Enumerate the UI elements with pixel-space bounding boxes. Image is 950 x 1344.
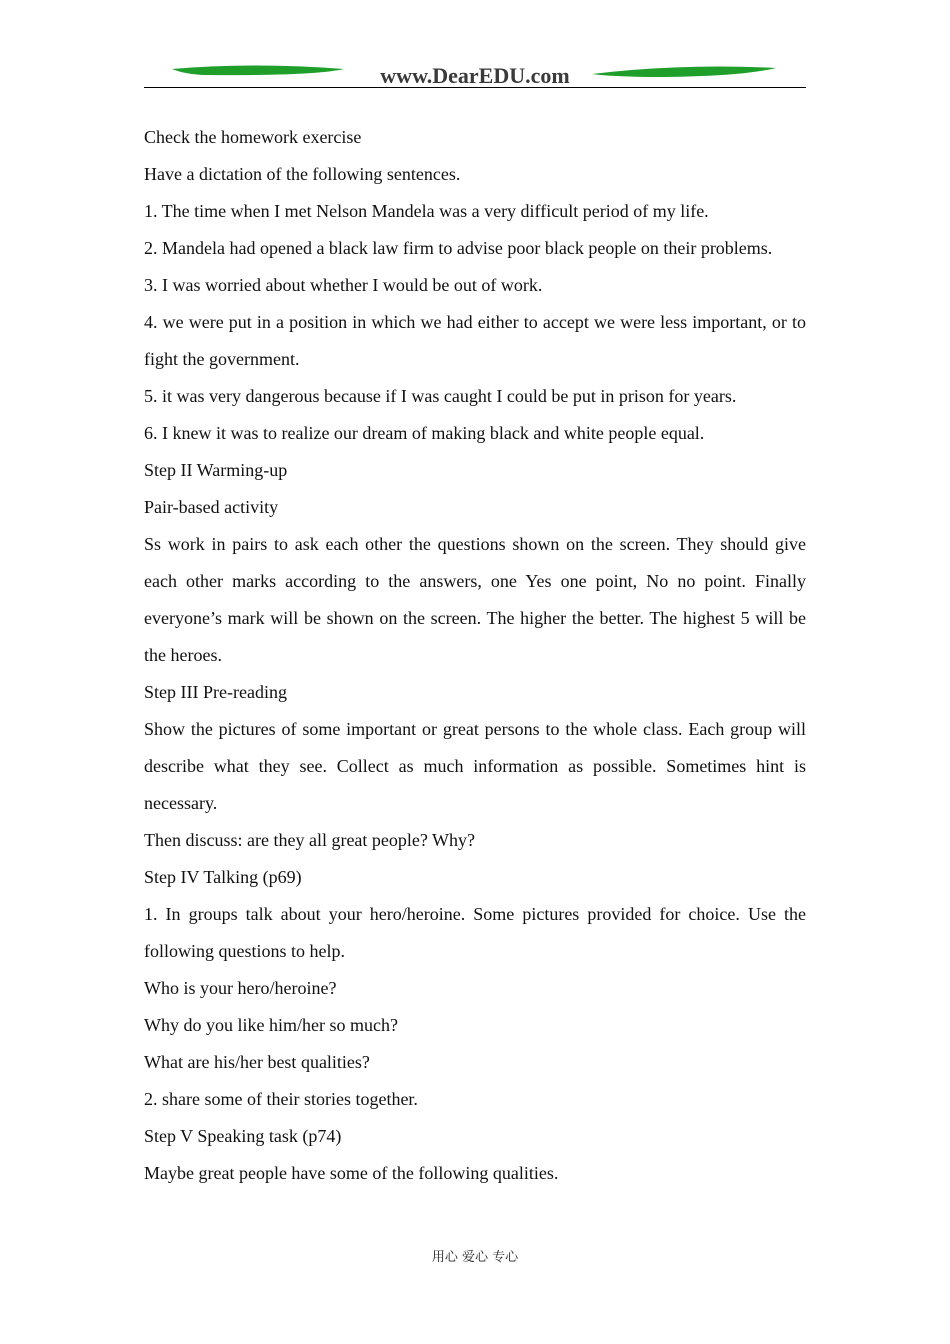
- right-swoosh-icon: [592, 66, 776, 77]
- paragraph: Have a dictation of the following sentences.: [144, 164, 461, 184]
- paragraph: 1. The time when I met Nelson Mandela was a very difficult period of my life.: [144, 201, 709, 221]
- paragraph: 3. I was worried about whether I would be out of work.: [144, 275, 543, 295]
- paragraph: 5. it was very dangerous because if I was caught I could be put in prison for years.: [144, 386, 737, 406]
- dearedu-logo: [144, 56, 806, 90]
- paragraph: Who is your hero/heroine?: [144, 978, 337, 998]
- header-rule: [144, 87, 806, 88]
- paragraph: Show the pictures of some important or great persons to the whole class. Each group will describe what they see. Collect as much information as possible. Sometimes hint is necessary.: [144, 719, 806, 813]
- paragraph: Check the homework exercise: [144, 127, 362, 147]
- paragraph: Why do you like him/her so much?: [144, 1015, 398, 1035]
- paragraph: What are his/her best qualities?: [144, 1052, 370, 1072]
- page-header: [144, 56, 806, 90]
- paragraph: 2. share some of their stories together.: [144, 1089, 418, 1109]
- section-heading: Step IV Talking (p69): [144, 867, 302, 887]
- paragraph: Pair-based activity: [144, 497, 279, 517]
- logo-text: www.DearEDU.com: [380, 63, 570, 88]
- paragraph: 6. I knew it was to realize our dream of making black and white people equal.: [144, 423, 705, 443]
- paragraph: Ss work in pairs to ask each other the questions shown on the screen. They should give each other marks according to the answers, one Yes one point, No no point. Finally everyone’s mark will be shown on the screen. The higher the better. The highest 5 will be the heroes.: [144, 534, 806, 665]
- section-heading: Step V Speaking task (p74): [144, 1126, 342, 1146]
- paragraph: 4. we were put in a position in which we had either to accept we were less important, or to fight the government.: [144, 312, 806, 369]
- section-heading: Step III Pre-reading: [144, 682, 287, 702]
- paragraph: Then discuss: are they all great people? Why?: [144, 830, 476, 850]
- page-footer: 用心 爱心 专心: [431, 1250, 519, 1265]
- left-swoosh-icon: [172, 66, 344, 76]
- paragraph: 1. In groups talk about your hero/heroine. Some pictures provided for choice. Use the following questions to help.: [144, 904, 806, 961]
- document-body: [144, 119, 806, 1192]
- paragraph: 2. Mandela had opened a black law firm to advise poor black people on their problems.: [144, 238, 773, 258]
- paragraph: Maybe great people have some of the following qualities.: [144, 1163, 559, 1183]
- section-heading: Step II Warming-up: [144, 460, 288, 480]
